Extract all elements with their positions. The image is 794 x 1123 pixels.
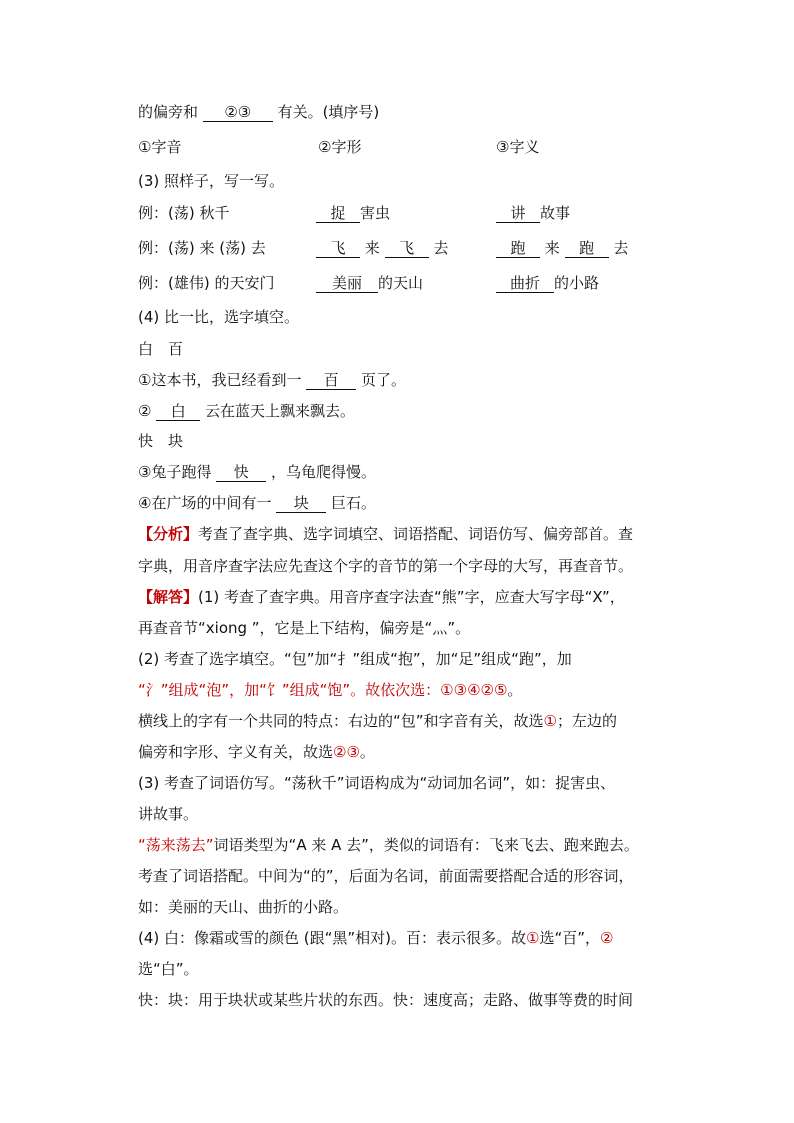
solution-line-12 [138, 928, 614, 948]
text: 的天山 [378, 274, 424, 292]
answer-blank: 百 [306, 370, 356, 390]
q4-sentence-2 [138, 401, 355, 421]
q3-answer-1a [316, 203, 390, 223]
q3-example-2: 例：(荡) 来 (荡) 去 [138, 239, 266, 257]
solution-line-8: 讲故事。 [138, 805, 199, 823]
text: 。 [507, 681, 523, 699]
answer-blank: 块 [276, 493, 326, 513]
answer-blank: 飞 [316, 238, 360, 258]
answer-blank: ②③ [203, 102, 273, 122]
text: 选“百”， [539, 929, 601, 947]
solution-line-6 [138, 742, 375, 762]
q2-tail-line [138, 102, 379, 122]
text: ；左边的 [557, 712, 618, 730]
answer-blank: 跑 [496, 238, 540, 258]
q3-example-3: 例：(雄伟) 的天安门 [138, 274, 275, 292]
text: ，乌龟爬得慢。 [271, 463, 377, 481]
text: 去 [433, 239, 449, 257]
text: 。 [359, 743, 375, 761]
q4-pair-1: 白 百 [138, 340, 184, 358]
q4-sentence-1 [138, 370, 406, 390]
solution-line-5 [138, 711, 617, 731]
text: 来 [364, 239, 380, 257]
text: ①这本书，我已经看到一 [138, 371, 302, 389]
text: 偏旁和字形、字义有关，故选 [138, 743, 334, 761]
answer-blank: 美丽 [316, 273, 378, 293]
analysis-tag: 【分析】 [138, 525, 199, 543]
solution-line-10: 考查了词语搭配。中间为“的”，后面为名词，前面需要搭配合适的形容词， [138, 867, 634, 885]
text: ② [138, 402, 152, 420]
text: 横线上的字有一个共同的特点：右边的“包”和字音有关，故选 [138, 712, 544, 730]
circled-number: ② [600, 929, 614, 947]
text: 巨石。 [331, 494, 377, 512]
q4-pair-2: 快 块 [138, 432, 184, 450]
text: 词语类型为“A 来 A 去”，类似的词语有：飞来飞去、跑来跑去。 [213, 836, 639, 854]
text: ④在广场的中间有一 [138, 494, 272, 512]
answer-blank: 白 [156, 401, 200, 421]
text: 页了。 [361, 371, 407, 389]
solution-line-13: 选“白”。 [138, 960, 199, 978]
answer-sequence: ①③④②⑤ [440, 681, 508, 699]
text: 考查了查字典、选字词填空、词语搭配、词语仿写、偏旁部首。查 [198, 525, 634, 543]
solution-line-11: 如：美丽的天山、曲折的小路。 [138, 898, 349, 916]
text: (4) 白：像霜或雪的颜色 (跟“黑”相对)。百：表示很多。故 [138, 929, 527, 947]
solution-line-1 [138, 587, 625, 607]
q3-answer-3b [496, 273, 599, 293]
option-1: ①字音 [138, 138, 182, 156]
analysis-line-2: 字典，用音序查字法应先查这个字的音节的第一个字母的大写，再查音节。 [138, 557, 634, 575]
text: 有关。(填序号) [277, 103, 380, 121]
answer-blank: 飞 [385, 238, 429, 258]
solution-line-7: (3) 考查了词语仿写。“荡秋千”词语构成为“动词加名词”，如：捉害虫、 [138, 774, 616, 792]
q3-heading: (3) 照样子，写一写。 [138, 172, 285, 190]
answer-blank: 跑 [565, 238, 609, 258]
q4-sentence-4 [138, 493, 376, 513]
answer-blank: 讲 [496, 203, 540, 223]
answer-blank: 捉 [316, 203, 360, 223]
text: ③兔子跑得 [138, 463, 212, 481]
text: 害虫 [360, 204, 391, 222]
q3-answer-2b [496, 238, 628, 258]
q3-answer-1b [496, 203, 570, 223]
q3-answer-2a [316, 238, 448, 258]
solution-tag: 【解答】 [138, 588, 199, 606]
solution-line-4 [138, 680, 522, 700]
q3-example-1: 例：(荡) 秋千 [138, 204, 230, 222]
q4-heading: (4) 比一比，选字填空。 [138, 308, 300, 326]
solution-line-2: 再查音节“xiong ”，它是上下结构，偏旁是“灬”。 [138, 619, 471, 637]
circled-number: ① [543, 712, 557, 730]
analysis-line-1 [138, 524, 633, 544]
text: 来 [544, 239, 560, 257]
solution-line-3: (2) 考查了选字填空。“包”加“扌”组成“抱”，加“足”组成“跑”，加 [138, 650, 572, 668]
q4-sentence-3 [138, 462, 376, 482]
circled-number: ① [526, 929, 540, 947]
text: 故事 [540, 204, 571, 222]
q3-answer-3a [316, 273, 423, 293]
answer-blank: 曲折 [496, 273, 554, 293]
text: 的小路 [554, 274, 600, 292]
option-2: ②字形 [318, 138, 362, 156]
option-3: ③字义 [496, 138, 540, 156]
red-text: “氵”组成“泡”，加“饣”组成“饱”。故依次选： [138, 681, 441, 699]
red-text: “荡来荡去” [138, 836, 214, 854]
solution-line-9 [138, 835, 639, 855]
circled-number: ②③ [333, 743, 360, 761]
text: 去 [613, 239, 629, 257]
answer-blank: 快 [216, 462, 266, 482]
text: 的偏旁和 [138, 103, 199, 121]
solution-line-14: 快：块：用于块状或某些片状的东西。快：速度高；走路、做事等费的时间 [138, 991, 634, 1009]
text: (1) 考查了查字典。用音序查字法查“熊”字，应查大写字母“X”， [198, 588, 625, 606]
text: 云在蓝天上飘来飘去。 [205, 402, 356, 420]
